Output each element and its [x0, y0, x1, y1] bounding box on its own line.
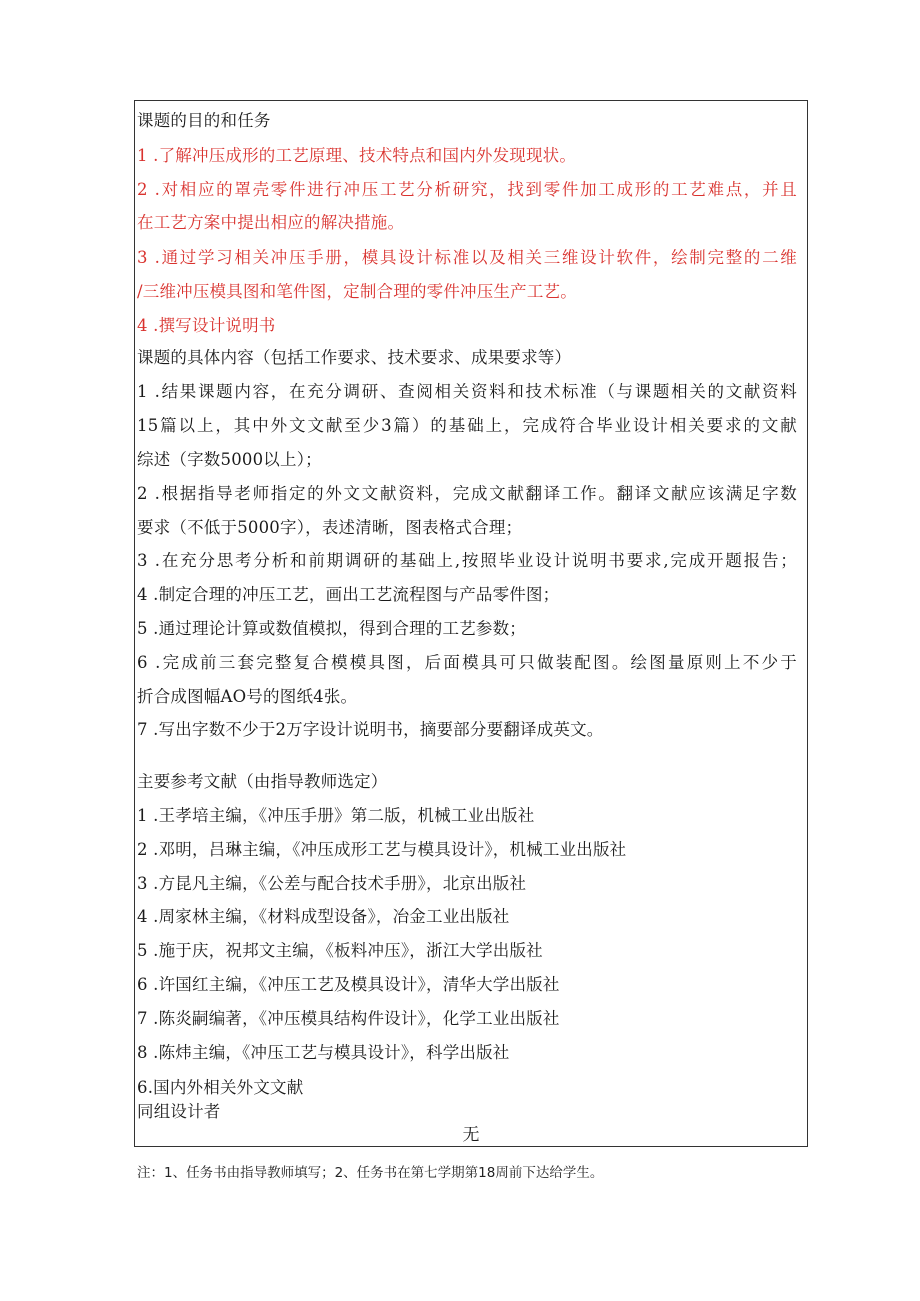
reference-item-5: 5 .施于庆，祝邦文主编，《板料冲压》，浙江大学出版社	[137, 941, 543, 960]
content-item-4: 4 .制定合理的冲压工艺，画出工艺流程图与产品零件图；	[137, 585, 560, 604]
purpose-item-3-cont: /三维冲压模具图和笔件图，定制合理的零件冲压生产工艺。	[137, 282, 577, 301]
references-heading: 主要参考文献（由指导教师选定）	[137, 772, 388, 791]
reference-item-1: 1 .王孝培主编，《冲压手册》第二版，机械工业出版社	[137, 806, 535, 825]
group-designer-heading: 同组设计者	[137, 1102, 221, 1121]
content-item-6: 6 .完成前三套完整复合模模具图，后面模具可只做装配图。绘图量原则上不少于	[137, 653, 797, 672]
content-item-1: 1 .结果课题内容，在充分调研、查阅相关资料和技术标准（与课题相关的文献资料	[137, 382, 797, 401]
footnote: 注：1、任务书由指导教师填写；2、任务书在第七学期第18周前下达给学生。	[137, 1165, 604, 1181]
group-designer-value: 无	[462, 1125, 480, 1145]
reference-extra: 6.国内外相关外文文献	[137, 1078, 304, 1097]
reference-item-2: 2 .邓明，吕琳主编，《冲压成形工艺与模具设计》，机械工业出版社	[137, 840, 627, 859]
content-item-5: 5 .通过理论计算或数值模拟，得到合理的工艺参数；	[137, 619, 526, 638]
content-item-3: 3 .在充分思考分析和前期调研的基础上,按照毕业设计说明书要求,完成开题报告；	[137, 551, 797, 570]
reference-item-3: 3 .方昆凡主编，《公差与配合技术手册》，北京出版社	[137, 874, 527, 893]
purpose-item-4: 4 .撰写设计说明书	[137, 316, 276, 335]
reference-item-6: 6 .许国红主编，《冲压工艺及模具设计》，清华大学出版社	[137, 975, 560, 994]
content-item-7: 7 .写出字数不少于2万字设计说明书，摘要部分要翻译成英文。	[137, 720, 604, 739]
reference-item-4: 4 .周家林主编，《材料成型设备》，冶金工业出版社	[137, 907, 510, 926]
purpose-heading: 课题的目的和任务	[137, 111, 271, 130]
purpose-item-2: 2 .对相应的罩壳零件进行冲压工艺分析研究，找到零件加工成形的工艺难点，并且	[137, 180, 797, 199]
reference-item-8: 8 .陈炜主编，《冲压工艺与模具设计》，科学出版社	[137, 1043, 510, 1062]
purpose-item-3: 3 .通过学习相关冲压手册，模具设计标准以及相关三维设计软件，绘制完整的二维	[137, 248, 797, 267]
content-item-1-cont2: 综述（字数5000以上）；	[137, 450, 322, 469]
content-item-2: 2 .根据指导老师指定的外文文献资料，完成文献翻译工作。翻译文献应该满足字数	[137, 484, 797, 503]
purpose-item-1: 1 .了解冲压成形的工艺原理、技术特点和国内外发现现状。	[137, 146, 577, 165]
content-heading: 课题的具体内容（包括工作要求、技术要求、成果要求等）	[137, 348, 572, 367]
content-item-2-cont: 要求（不低于5000字），表述清晰，图表格式合理；	[137, 518, 523, 537]
content-item-1-cont: 15篇以上，其中外文文献至少3篇）的基础上，完成符合毕业设计相关要求的文献	[137, 416, 797, 435]
reference-item-7: 7 .陈炎嗣编著，《冲压模具结构件设计》，化学工业出版社	[137, 1009, 560, 1028]
purpose-item-2-cont: 在工艺方案中提出相应的解决措施。	[137, 213, 405, 232]
content-item-6-cont: 折合成图幅AO号的图纸4张。	[137, 687, 358, 706]
